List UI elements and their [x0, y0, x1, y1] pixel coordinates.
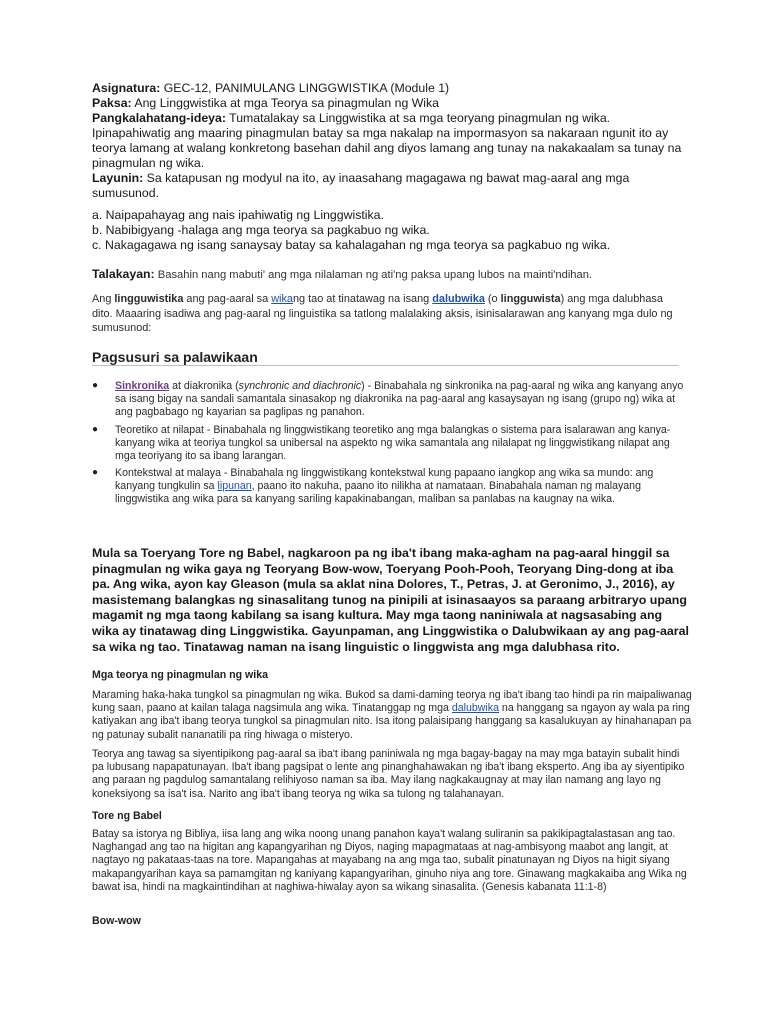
bullet-fragment: at diakronika ( [169, 380, 239, 392]
bullet-icon: ● [92, 467, 99, 478]
bullet-italic: synchronic and diachronic [238, 380, 362, 392]
bullet-fragment: ) - Binabahala ng sinkronika na pag-aaral ng wika ang kanyang anyo sa isang bigay na sandali samantala sinasakop ng diakronika na pag-aaral ang kasaysayan ng isang (grupo ng) wika at ang pagbabago ng kayarian sa paglipas ng panahon. [115, 380, 684, 419]
dalubwika-link[interactable]: dalubwika [432, 293, 485, 305]
teorya-heading: Mga teorya ng pinagmulan ng wika [92, 669, 268, 681]
layunin-label: Layunin: [92, 171, 144, 185]
bullet-text: Teoretiko at nilapat - Binabahala ng linggwistikang teoretiko ang mga balangkas o sistema para isalarawan ang kanya-kanyang wika at teoriya tungkol sa unibersal na aspekto ng wika samantala ang nilalapat ng linggwistikang nilapat ang mga teoriyang ito sa ibang larangan. [115, 424, 671, 463]
intro-bold-term: lingguwista [500, 293, 561, 305]
lipunan-link[interactable]: lipunan [217, 480, 252, 493]
bullet-icon: ● [92, 424, 99, 435]
objective-item: b. Nabibigyang -halaga ang mga teorya sa pagkabuo ng wika. [92, 223, 430, 237]
asignatura-label: Asignatura: [92, 81, 161, 95]
wika-link[interactable]: wika [271, 293, 293, 305]
layunin-value: Sa katapusan ng modyul na ito, ay inaasahang magagawa ng bawat mag-aaral ang mga sumusunod. [92, 171, 630, 200]
teorya-text: na hanggang sa ngayon ay wala pa ring katiyakan ang iba't ibang teorya tungkol sa pinagmulan nito. Isa itong palaisipang hanggang sa kasalukuyan ay hinahanapan pa ng patunay subalit nananatili pa ring hiwaga o misteryo. [92, 702, 692, 741]
teorya-paragraph-2: Teorya ang tawag sa siyentipikong pag-aaral sa iba't ibang paniniwala ng mga bagay-bagay na may mga batayin subalit hindi pa lubusang napapatunayan. Iba't ibang pagsipat o lente ang pinanghahawakan ng iba't ibang eksperto. Ang iba ay siyentipiko ang paraan ng pagdulog samantalang relihiyoso naman sa iba. May ilang nagkakaugnay at may ilan namang ang layo ng koneksiyong sa isa't isa. Narito ang iba't ibang teorya ng wika sa tulong ng talahanayan. [92, 748, 685, 800]
intro-text: ng tao at tinatawag na isang [292, 293, 433, 305]
intro-text: ang pag-aaral sa [183, 293, 272, 305]
objective-item: a. Naipapahayag ang nais ipahiwatig ng Linggwistika. [92, 208, 384, 222]
paksa-line [92, 96, 692, 111]
paksa-value: Ang Linggwistika at mga Teorya sa pinagmulan ng Wika [131, 96, 440, 110]
intro-text: ) ang mga dalubhasa dito. Maaaring isadiwa ang pag-aaral ng linguistika sa tatlong malalaking aksis, isinisalarawan ang kanyang mga dulo ng sumusunod: [92, 293, 673, 335]
intro-text: Ang [92, 293, 115, 305]
header-block [92, 81, 692, 201]
section-divider [92, 365, 678, 366]
objective-item: c. Nakagagawa ng isang sanaysay batay sa kahalagahan ng mga teorya sa pagkabuo ng wika. [92, 238, 611, 252]
asignatura-value: GEC-12, PANIMULANG LINGGWISTIKA (Module 1) [160, 81, 450, 95]
tore-paragraph: Batay sa istorya ng Bibliya, iisa lang ang wika noong unang panahon kaya't walang suliranin sa pakikipagtalastasan ang tao. Naghangad ang tao na higitan ang kapangyarihan ng Diyos, naging mapagmataas at nag-ambisyong maabot ang langit, at nagtayo ng pakataas-taas na tore. Mapangahas at mayabang na ang mga tao, subalit pinatunayan ng Diyos na higit siyang makapangyarihan kaya sa pamamgitan ng kaniyang kapangyarihan, ginuho niya ang tore. Ginawang magkakaiba ang Wika ng bawat isa, hindi na magkaintindihan at naghiwa-hiwalay ayon sa wikang sinasalita. (Genesis kabanata 11:1-8) [92, 828, 687, 893]
tore-heading: Tore ng Babel [92, 810, 162, 822]
paksa-label: Paksa: [92, 96, 132, 110]
pangkalahatang-line [92, 111, 692, 171]
bullet-icon: ● [92, 380, 99, 391]
talakayan-label: Talakayan: [92, 267, 155, 281]
layunin-line [92, 171, 692, 201]
bowwow-heading: Bow-wow [92, 915, 141, 927]
sinkronika-link[interactable]: Sinkronika [115, 380, 170, 392]
bullet-fragment: Kontekstwal at malaya - Binabahala ng linggwistikang kontekstwal kung papaano iangkop ang wika sa mundo: ang kanyang tungkulin sa [115, 467, 654, 493]
pangkalahatang-label: Pangkalahatang-ideya: [92, 111, 226, 125]
section-title: Pagsusuri sa palawikaan [92, 349, 258, 365]
bullet-text [115, 467, 685, 507]
objectives-list [92, 208, 692, 253]
teorya-paragraph-1 [92, 689, 692, 742]
bold-paragraph: Mula sa Toeryang Tore ng Babel, nagkaroon pa ng iba't ibang maka-agham na pag-aaral hinggil sa pinagmulan ng wika gaya ng Teoryang Bow-wow, Toeryang Pooh-Pooh, Teoryang Ding-dong at iba pa. Ang wika, ayon kay Gleason (mula sa aklat nina Dolores, T., Petras, J. at Geronimo, J., 2016), ay masistemang balangkas ng sinasalitang tunog na pinipili at isinasaayos sa paraang arbitraryo upang magamit ng mga taong kabilang sa isang kultura. May mga taong naniniwala at nagsasabing ang wika ay tinatawag ding Linggwistika. Gayunpaman, ang Linggwistika o Dalubwikaan ay ang pag-aaral sa wika ng tao. Tinatawag naman na isang linguistic o linggwista ang mga dalubhasa rito. [92, 546, 689, 654]
bullet-fragment: , paano ito nakuha, paano ito nilikha at namataan. Binabahala naman ng malayang linggwistika ang wika para sa kanyang sariling kapakinabangan, maliban sa panlabas na kaugnay na wika. [115, 480, 641, 506]
dalubwika-link-2[interactable]: dalubwika [451, 702, 499, 715]
pangkalahatang-value: Tumatalakay sa Linggwistika at sa mga teoryang pinagmulan ng wika. Ipinapahiwatig ang maaring pinagmulan batay sa mga nakalap na impormasyon sa nakaraan ngunit ito ay teorya lamang at walang konkretong basehan dahil ang diyos lamang ang tunay na nakakaalam sa tunay na pinagmulan ng wika. [92, 111, 682, 170]
talakayan-line [92, 267, 692, 283]
asignatura-line [92, 81, 692, 96]
intro-bold-term: lingguwistika [114, 293, 184, 305]
bullet-text [115, 380, 685, 420]
intro-paragraph [92, 292, 686, 336]
talakayan-text: Basahin nang mabuti' ang mga nilalaman ng ati'ng paksa upang lubos na mainti'ndihan. [154, 269, 593, 281]
intro-text: (o [484, 293, 501, 305]
teorya-text: Maraming haka-haka tungkol sa pinagmulan ng wika. Bukod sa dami-daming teorya ng iba't ibang tao hindi pa rin maipaliwanag kung saan, paano at kailan talaga nagsimula ang wika. Tinatanggap ng mga [92, 689, 692, 715]
